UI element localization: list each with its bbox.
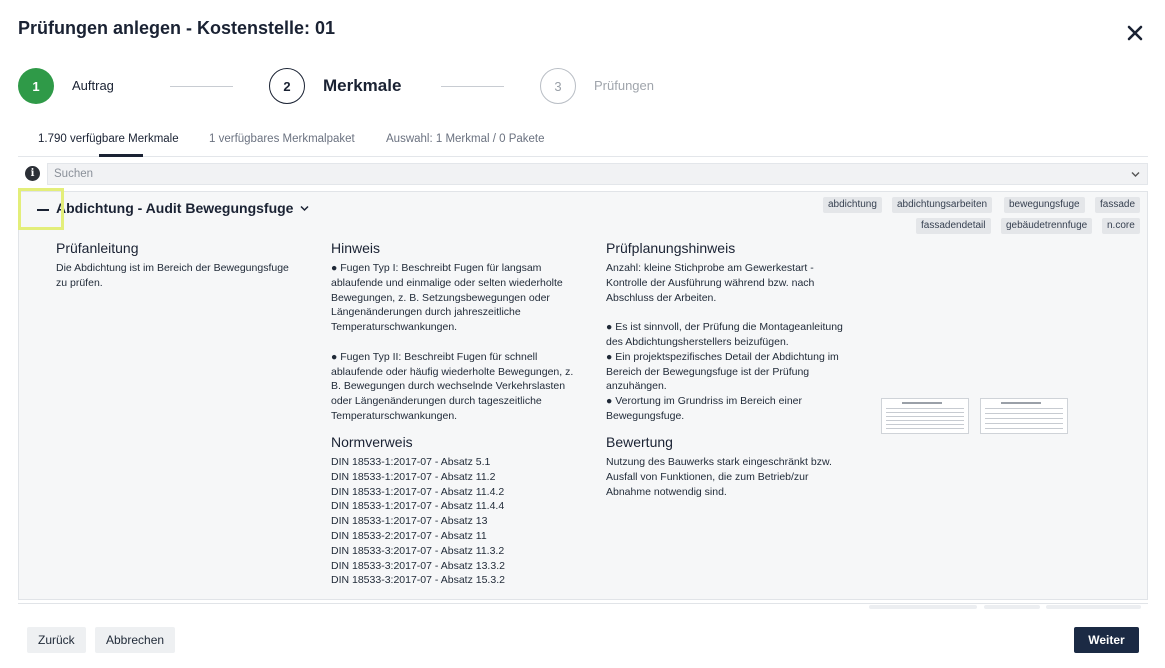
step-2-label[interactable]: Merkmale bbox=[323, 76, 402, 95]
step-1-circle[interactable]: 1 bbox=[18, 68, 54, 104]
tag: abdichtungsarbeiten bbox=[892, 197, 992, 213]
next-item-edge bbox=[18, 603, 1148, 608]
bewertung-text: Nutzung des Bauwerks stark eingeschränkt bzw. Ausfall von Funktionen, die zum Betrieb/zur Abnahme notwendig sind. bbox=[606, 456, 832, 498]
close-icon[interactable] bbox=[1124, 22, 1146, 44]
step-3-circle: 3 bbox=[540, 68, 576, 104]
hinweis-text: ● Fugen Typ I: Beschreibt Fugen für langsam ablaufende und einmalige oder selten wiederholte Bewegungen, z. B. Setzungsbewegungen oder Längenänderungen durch jahreszeitliche Temperaturschwankungen. ● Fugen Typ II: Beschreibt Fugen für schnell ablaufende oder häufig wiederholte Bewegungen, z. B. Bewegungen durch wechselnde Verkehrslasten oder Längenänderungen durch tageszeitliche Temperaturschwankungen. bbox=[331, 262, 574, 422]
info-icon[interactable]: i bbox=[25, 166, 40, 181]
step-1-label[interactable]: Auftrag bbox=[72, 78, 114, 93]
search-input[interactable] bbox=[48, 164, 1147, 184]
step-2-circle[interactable]: 2 bbox=[269, 68, 305, 104]
next-button[interactable]: Weiter bbox=[1074, 627, 1139, 653]
next-item-tag bbox=[869, 605, 977, 609]
step-connector bbox=[170, 86, 233, 87]
hinweis-heading: Hinweis bbox=[331, 240, 381, 256]
bewertung-heading: Bewertung bbox=[606, 434, 673, 450]
tag: fassadendetail bbox=[916, 218, 991, 234]
tag: gebäudetrennfuge bbox=[1001, 218, 1092, 234]
minus-icon bbox=[37, 209, 49, 211]
tag: abdichtung bbox=[823, 197, 882, 213]
tag: bewegungsfuge bbox=[1004, 197, 1085, 213]
tab-verfuegbare-merkmale[interactable]: 1.790 verfügbare Merkmale bbox=[38, 133, 179, 145]
dialog-title: Prüfungen anlegen - Kostenstelle: 01 bbox=[18, 18, 336, 38]
tab-auswahl[interactable]: Auswahl: 1 Merkmal / 0 Pakete bbox=[386, 133, 545, 145]
pruefanleitung-text: Die Abdichtung ist im Bereich der Bewegungsfuge zu prüfen. bbox=[56, 262, 289, 289]
next-item-tag bbox=[1046, 605, 1141, 609]
pruefplanungshinweis-heading: Prüfplanungshinweis bbox=[606, 240, 736, 256]
cancel-button[interactable]: Abbrechen bbox=[95, 627, 175, 653]
tag: n.core bbox=[1102, 218, 1140, 234]
next-item-tag bbox=[984, 605, 1040, 609]
merkmal-detail-panel bbox=[18, 191, 1148, 600]
pruefanleitung-heading: Prüfanleitung bbox=[56, 240, 139, 256]
normverweis-heading: Normverweis bbox=[331, 434, 413, 450]
tab-bar bbox=[18, 126, 1148, 157]
collapse-button[interactable] bbox=[18, 188, 64, 230]
pruefplanungshinweis-text: Anzahl: kleine Stichprobe am Gewerkestart - Kontrolle der Ausführung während bzw. nach Abschluss der Arbeiten. ● Es ist sinnvoll, der Prüfung die Montageanleitung des Abdichtungsherstellers beizufügen. ● Ein projektspezifisches Detail der Abdichtung im Bereich der Bewegungsfuge ist der Prüfung anzuhängen. ● Verortung im Grundriss im Bereich einer Bewegungsfuge. bbox=[606, 262, 843, 422]
chevron-down-icon[interactable] bbox=[1130, 169, 1141, 180]
search-field[interactable] bbox=[47, 163, 1148, 185]
back-button[interactable]: Zurück bbox=[27, 627, 86, 653]
step-3-label: Prüfungen bbox=[594, 78, 654, 93]
tag: fassade bbox=[1095, 197, 1140, 213]
item-title-text: Abdichtung - Audit Bewegungsfuge bbox=[56, 200, 294, 216]
item-title[interactable] bbox=[56, 200, 310, 216]
attachment-thumbnail[interactable] bbox=[881, 398, 969, 434]
step-connector bbox=[441, 86, 504, 87]
attachment-thumbnail[interactable] bbox=[980, 398, 1068, 434]
active-tab-indicator bbox=[99, 154, 143, 157]
tab-merkmalpaket[interactable]: 1 verfügbares Merkmalpaket bbox=[209, 133, 355, 145]
normverweis-list: DIN 18533-1:2017-07 - Absatz 5.1 DIN 18533-1:2017-07 - Absatz 11.2 DIN 18533-1:2017-07 - Absatz 11.4.2 DIN 18533-1:2017-07 - Absatz 11.4.4 DIN 18533-1:2017-07 - Absatz 13 DIN 18533-2:2017-07 - Absatz 11 DIN 18533-3:2017-07 - Absatz 11.3.2 DIN 18533-3:2017-07 - Absatz 13.3.2 DIN 18533-3:2017-07 - Absatz 15.3.2 bbox=[331, 456, 505, 587]
chevron-down-icon[interactable] bbox=[299, 203, 310, 214]
